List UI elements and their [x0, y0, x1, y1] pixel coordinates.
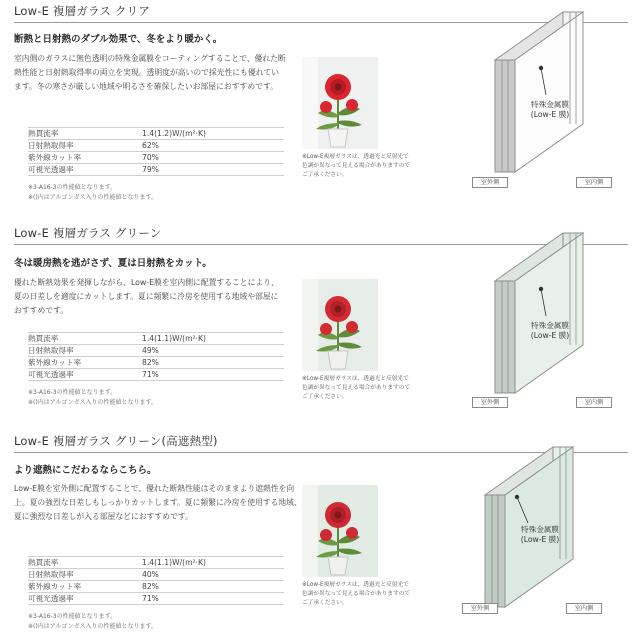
section-title: Low-E 複層ガラス グリーン — [14, 226, 162, 240]
outdoor-side-label: 室外側 — [472, 177, 508, 188]
table-row: 熱貫流率 1.4(1.1)W/(m²·K) — [28, 557, 284, 569]
table-row: 熱貫流率 1.4(1.2)W/(m²·K) — [28, 128, 284, 140]
potted-flower-icon — [302, 485, 378, 577]
table-row: 紫外線カット率 82% — [28, 581, 284, 593]
section-headline: より遮熱にこだわるならこちら。 — [14, 465, 157, 476]
indoor-side-label: 室内側 — [576, 397, 612, 408]
section-title: Low-E 複層ガラス クリア — [14, 4, 151, 18]
glass-diagram — [420, 0, 640, 212]
section-headline: 冬は暖房熱を逃がさず、夏は日射熱をカット。 — [14, 258, 212, 269]
table-row: 可視光透過率 79% — [28, 164, 284, 176]
glass-diagram — [420, 213, 640, 425]
table-row: 紫外線カット率 82% — [28, 357, 284, 369]
flower-photo — [302, 485, 378, 577]
table-row: 日射熱取得率 40% — [28, 569, 284, 581]
table-row: 日射熱取得率 62% — [28, 140, 284, 152]
potted-flower-icon — [302, 57, 378, 149]
potted-flower-icon — [302, 279, 378, 371]
glass-diagram — [420, 425, 640, 637]
outdoor-side-label: 室外側 — [462, 603, 498, 614]
table-row: 熱貫流率 1.4(1.1)W/(m²·K) — [28, 333, 284, 345]
indoor-side-label: 室内側 — [576, 177, 612, 188]
section-description: 優れた断熱効果を発揮しながら、Low-E膜を室内側に配置することにより、夏の日差しを適度にカットします。夏に頻繁に冷房を使用する地域や部屋におすすめです。 — [14, 278, 279, 315]
photo-caption: ※Low-E複層ガラスは、透過光と反射光で色調が異なって見える場合がありますのでご了承ください。 — [302, 154, 411, 178]
section-title: Low-E 複層ガラス グリーン(高遮熱型) — [14, 434, 218, 448]
flower-photo — [302, 57, 378, 149]
photo-caption: ※Low-E複層ガラスは、透過光と反射光で色調が異なって見える場合がありますのでご了承ください。 — [302, 376, 411, 400]
table-row: 可視光透過率 71% — [28, 593, 284, 605]
spec-notes: ※3-A16-3の性能値となります。 ※()内はアルゴンガス入りの性能値となります。 — [28, 184, 157, 201]
table-row: 紫外線カット率 70% — [28, 152, 284, 164]
table-row: 日射熱取得率 49% — [28, 345, 284, 357]
section-headline: 断熱と日射熱のダブル効果で、冬をより暖かく。 — [14, 34, 223, 45]
section-green-high-shield — [0, 425, 640, 637]
section-description: 室内側のガラスに無色透明の特殊金属膜をコーティングすることで、優れた断熱性能と日射熱取得率の両立を実現。透明度が高いので採光性にも優れています。冬の寒さが厳しい地域や明るさを確保したいお部屋におすすめです。 — [14, 54, 286, 91]
spec-table — [28, 556, 284, 605]
section-green — [0, 213, 640, 425]
section-description: Low-E膜を室外側に配置することで、優れた断熱性能はそのままより遮熱性を向上。夏の強烈な日差しもしっかりカットします。夏に頻繁に冷房を使用する地域、夏に強烈な日差しが入る部屋などにおすすめです。 — [14, 484, 302, 521]
photo-caption: ※Low-E複層ガラスは、透過光と反射光で色調が異なって見える場合がありますのでご了承ください。 — [302, 582, 411, 606]
glass-pane-icon — [420, 213, 640, 425]
flower-photo — [302, 279, 378, 371]
film-label: 特殊金属膜 (Low-E 膜) — [520, 525, 560, 544]
spec-table — [28, 332, 284, 381]
film-label: 特殊金属膜 (Low-E 膜) — [530, 321, 570, 340]
film-label: 特殊金属膜 (Low-E 膜) — [530, 100, 570, 119]
outdoor-side-label: 室外側 — [472, 397, 508, 408]
spec-notes: ※3-A16-3の性能値となります。 ※()内はアルゴンガス入りの性能値となります。 — [28, 389, 157, 406]
spec-table — [28, 127, 284, 176]
section-clear — [0, 0, 640, 212]
table-row: 可視光透過率 71% — [28, 369, 284, 381]
indoor-side-label: 室内側 — [566, 603, 602, 614]
spec-notes: ※3-A16-3の性能値となります。 ※()内はアルゴンガス入りの性能値となります。 — [28, 613, 157, 630]
